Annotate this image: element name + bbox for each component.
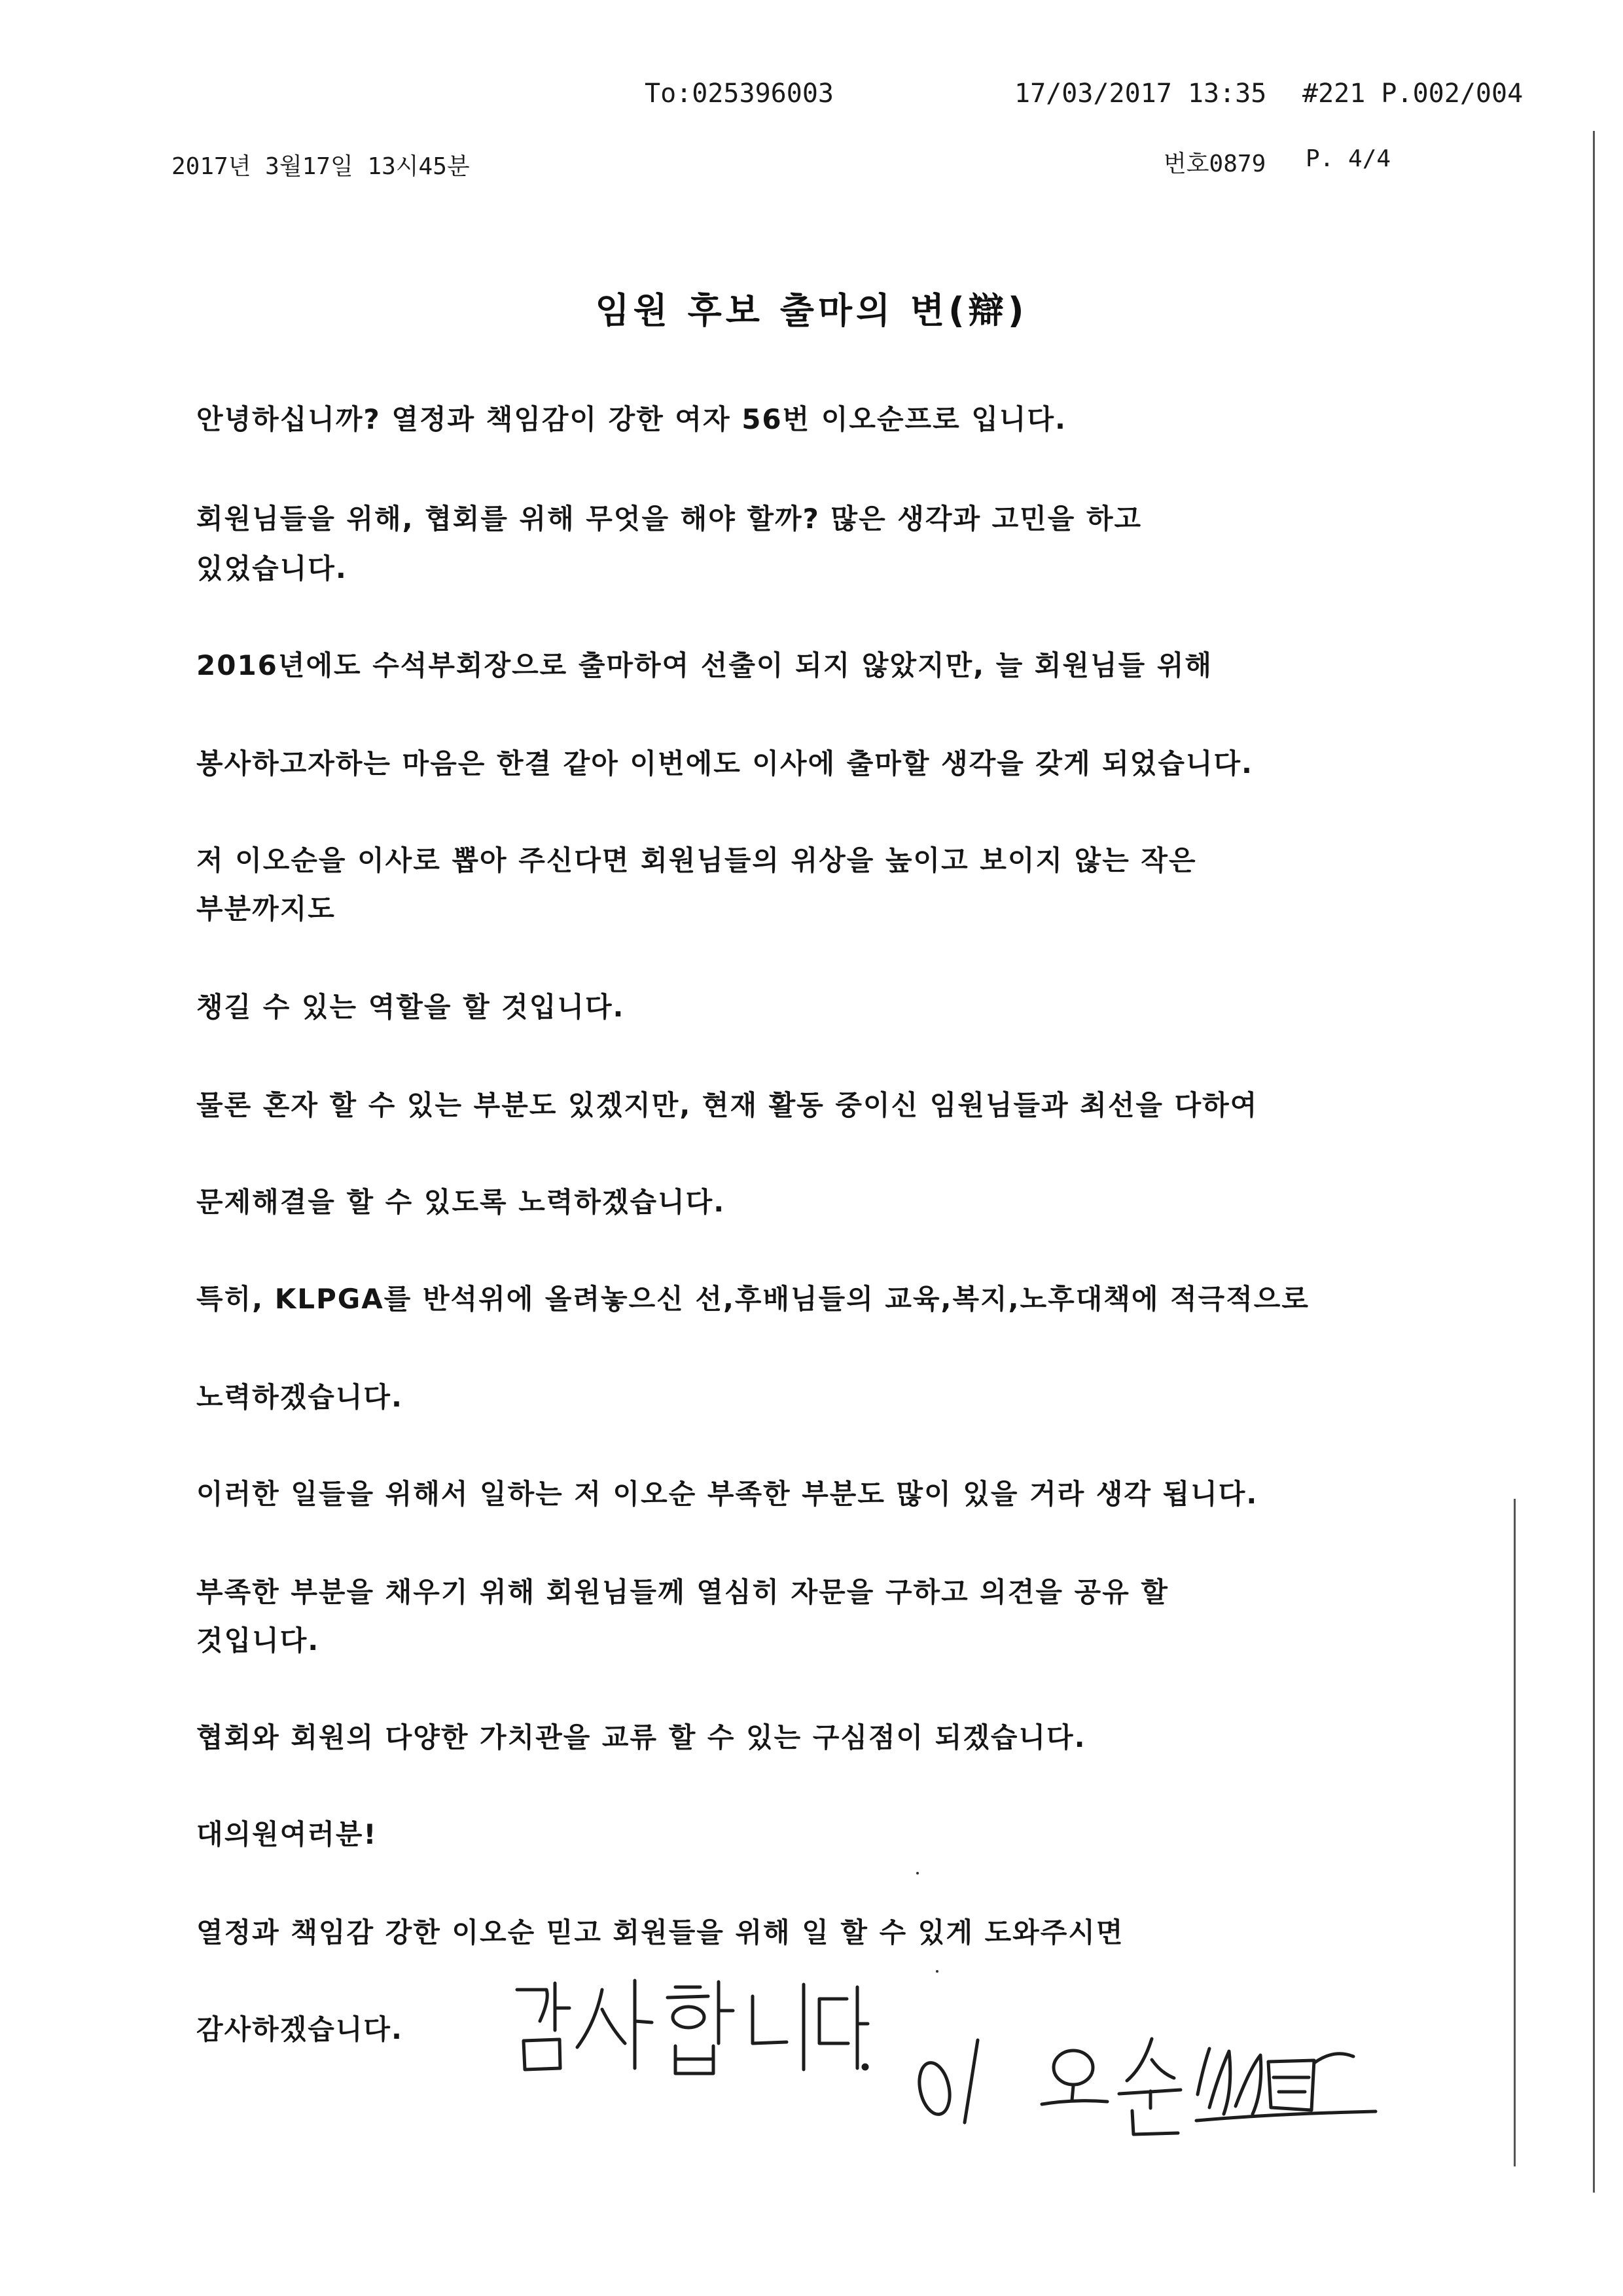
fax-datetime: 17/03/2017 13:35 <box>1014 79 1267 109</box>
page-indicator: P. 4/4 <box>1306 145 1391 172</box>
body-line: 있었습니다. <box>196 552 348 584</box>
scan-edge-line <box>1514 1499 1516 2166</box>
body-line: 노력하겠습니다. <box>196 1381 403 1413</box>
handwritten-thanks <box>504 1970 870 2081</box>
body-line: 열정과 책임감 강한 이오순 믿고 회원들을 위해 일 할 수 있게 도와주시면 <box>196 1916 1124 1948</box>
received-datetime: 2017년 3월17일 13시45분 <box>171 153 470 180</box>
body-line: 부족한 부분을 채우기 위해 회원님들께 열심히 자문을 구하고 의견을 공유 할 <box>196 1576 1169 1608</box>
body-line: 대의원여러분! <box>196 1818 378 1850</box>
scan-speck <box>916 1872 919 1874</box>
body-line: 특히, KLPGA를 반석위에 올려놓으신 선,후배님들의 교육,복지,노후대책에 적극적으로 <box>196 1283 1310 1315</box>
fax-to-number: To:025396003 <box>645 79 834 109</box>
body-line: 챙길 수 있는 역할을 할 것입니다. <box>196 991 625 1023</box>
scan-speck <box>936 1970 938 1973</box>
document-title: 임원 후보 출마의 변(辯) <box>595 290 1028 331</box>
body-line: 안녕하십니까? 열정과 책임감이 강한 여자 56번 이오순프로 입니다. <box>196 403 1067 435</box>
body-line: 부분까지도 <box>196 893 336 925</box>
fax-page-ref: #221 P.002/004 <box>1302 79 1524 109</box>
body-line: 협회와 회원의 다양한 가치관을 교류 할 수 있는 구심점이 되겠습니다. <box>196 1721 1086 1753</box>
body-line: 회원님들을 위해, 협회를 위해 무엇을 해야 할까? 많은 생각과 고민을 하고 <box>196 503 1143 535</box>
body-line: 물론 혼자 할 수 있는 부분도 있겠지만, 현재 활동 중이신 임원님들과 최선을 다하여 <box>196 1089 1258 1121</box>
body-line: 2016년에도 수석부회장으로 출마하여 선출이 되지 않았지만, 늘 회원님들 위해 <box>196 649 1213 681</box>
body-line: 것입니다. <box>196 1624 320 1657</box>
signature <box>1190 2022 1386 2134</box>
body-line: 감사하겠습니다. <box>196 2013 403 2045</box>
fax-number: 번호0879 <box>1164 151 1266 177</box>
scan-edge-line <box>1593 131 1595 2193</box>
body-line: 저 이오순을 이사로 뽑아 주신다면 회원님들의 위상을 높이고 보이지 않는 작은 <box>196 844 1197 876</box>
body-line: 봉사하고자하는 마음은 한결 같아 이번에도 이사에 출마할 생각을 갖게 되었습니다. <box>196 747 1254 780</box>
body-line: 문제해결을 할 수 있도록 노력하겠습니다. <box>196 1186 726 1218</box>
body-line: 이러한 일들을 위해서 일하는 저 이오순 부족한 부분도 많이 있을 거라 생각 됩니다. <box>196 1478 1258 1510</box>
